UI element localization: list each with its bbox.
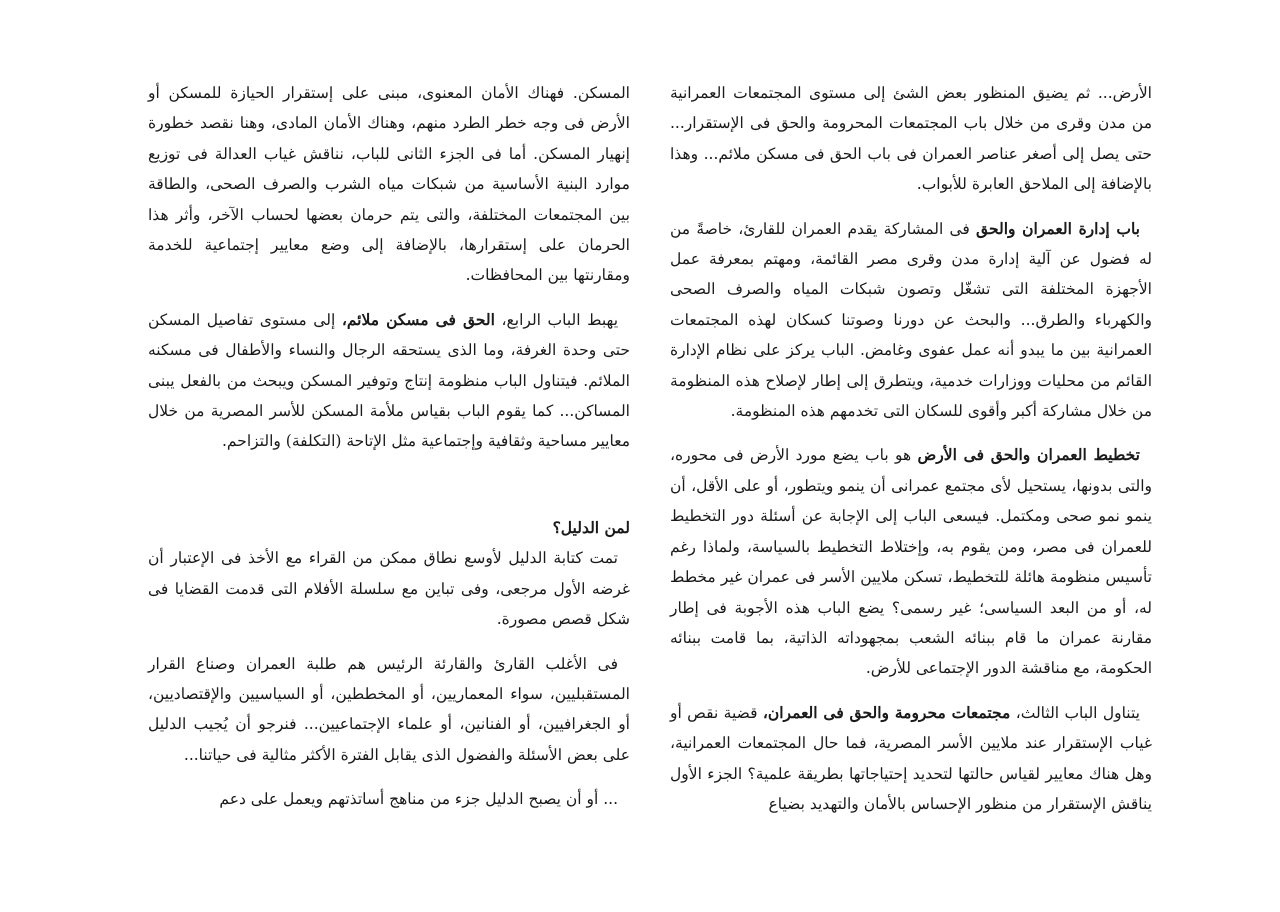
right-paragraph-4-text: قضية نقص أو غياب الإستقرار عند ملايين الأسر المصرية، فما حال المجتمعات العمرانية، وهل هناك معايير لقياس حالتها لتحديد إحتياجاتها بطريقة علمية؟ الجزء الأول يناقش الإستقرار من منظور الإحساس بالأمان والتهديد بضياع — [670, 703, 1152, 813]
section-heading-audience: لمن الدليل؟ — [552, 517, 630, 537]
right-paragraph-3 — [670, 440, 1152, 683]
right-column — [670, 78, 1152, 833]
right-paragraph-3-text: هو باب يضع مورد الأرض فى محوره، والتى بدونها، يستحيل لأى مجتمع عمرانى أن ينمو ويتطور، أو على الأقل، أن ينمو نمو صحى ومكتمل. فيسعى الباب إلى الإجابة عن أسئلة دور التخطيط للعمران فى مصر، ومن يقوم به، وإختلاط التخطيط بالسياسة، ولماذا رغم تأسيس منظومة هائلة للتخطيط، تسكن ملايين الأسر فى عمران غير مخطط له، أو من البعد السياسى؛ غير رسمى؟ يضع الباب هذه الأجوبة فى إطار مقارنة عمران ما قام ببنائه الشعب بمجهوداته الذاتية، بما قامت ببنائه الحكومة، مع مناقشة الدور الإجتماعى للأرض. — [670, 446, 1152, 678]
left-paragraph-5: ... أو أن يصبح الدليل جزء من مناهج أساتذتهم ويعمل على دعم — [219, 790, 618, 809]
left-paragraph-3: تمت كتابة الدليل لأوسع نطاق ممكن من القراء مع الأخذ فى الإعتبار أن غرضه الأول مرجعى، وفى تباين مع سلسلة الأفلام التى قدمت القضايا فى شكل قصص مصورة. — [148, 549, 630, 629]
left-paragraph-4: فى الأغلب القارئ والقارئة الرئيس هم طلبة العمران وصناع القرار المستقبليين، سواء المعماريين، أو المخططين، أو السياسيين والإقتصاديين، أو الجغرافيين، أو الفنانين، أو علماء الإجتماعيين... فنرجو أن يُجيب الدليل على بعض الأسئلة والفضول الذى يقابل الفترة الأكثر مثالية فى حياتنا... — [148, 654, 630, 764]
left-column — [148, 78, 630, 829]
left-paragraph-1: المسكن. فهناك الأمان المعنوى، مبنى على إستقرار الحيازة للمسكن أو الأرض فى وجه خطر الطرد منهم، وهناك الأمان المادى، وهنا نقصد خطورة إنهيار المسكن. أما فى الجزء الثانى للباب، نناقش غياب العدالة فى توزيع موارد البنية الأساسية من شبكات مياه الشرب والصرف الصحى، والطاقة بين المجتمعات المختلفة، والتى يتم حرمان بعضها لحساب الآخر، وأثر هذا الحرمان على إستقرارها، بالإضافة إلى وضع معايير إجتماعية للخدمة ومقارنتها بين المحافظات. — [148, 84, 630, 285]
section-title-land-planning: تخطيط العمران والحق فى الأرض — [917, 445, 1141, 465]
section-title-deprived-communities: مجتمعات محرومة والحق فى العمران، — [762, 702, 1011, 722]
left-paragraph-2 — [148, 305, 630, 457]
right-paragraph-4 — [670, 698, 1152, 820]
left-paragraph-2-lead: يهبط الباب الرابع، — [494, 310, 619, 329]
right-paragraph-2-text: فى المشاركة يقدم العمران للقارئ، خاصةً من له فضول عن آلية إدارة مدن وقرى مصر القائمة، ومهتم بمعرفة عمل الأجهزة المختلفة التى تشغّل وتصون شبكات المياه والصرف الصحى والكهرباء والطرق... والبحث عن دورنا وصوتنا كسكان لهذه المجتمعات العمرانية بين ما يبدو أنه عمل عفوى وغامض. الباب يركز على نظام الإدارة القائم من محليات ووزارات خدمية، ويتطرق إلى إطار لإصلاح هذه المنظومة من خلال مشاركة أكبر وأقوى للسكان التى تخدمهم هذه المنظومة. — [670, 219, 1152, 421]
section-title-urban-management: باب إدارة العمران والحق — [976, 218, 1140, 238]
left-paragraph-2-text: إلى مستوى تفاصيل المسكن حتى وحدة الغرفة، وما الذى يستحقه الرجال والنساء والأطفال فى مسكنه الملائم. فيتناول الباب منظومة إنتاج وتوفير المسكن ويبحث من بالفعل يبنى المساكن... كما يقوم الباب بقياس ملأمة المسكن للأسر المصرية من خلال معايير مساحية وثقافية وإجتماعية مثل الإتاحة (التكلفة) والتزاحم. — [148, 310, 630, 451]
right-paragraph-2 — [670, 214, 1152, 427]
right-paragraph-1: الأرض... ثم يضيق المنظور بعض الشئ إلى مستوى المجتمعات العمرانية من مدن وقرى من خلال باب المجتمعات المحرومة والحق فى الإستقرار... حتى يصل إلى أصغر عناصر العمران فى باب الحق فى مسكن ملائم... وهذا بالإضافة إلى الملاحق العابرة للأبواب. — [670, 84, 1152, 194]
right-paragraph-4-lead: يتناول الباب الثالث، — [1010, 703, 1140, 722]
section-title-adequate-housing: الحق فى مسكن ملائم، — [341, 309, 495, 329]
